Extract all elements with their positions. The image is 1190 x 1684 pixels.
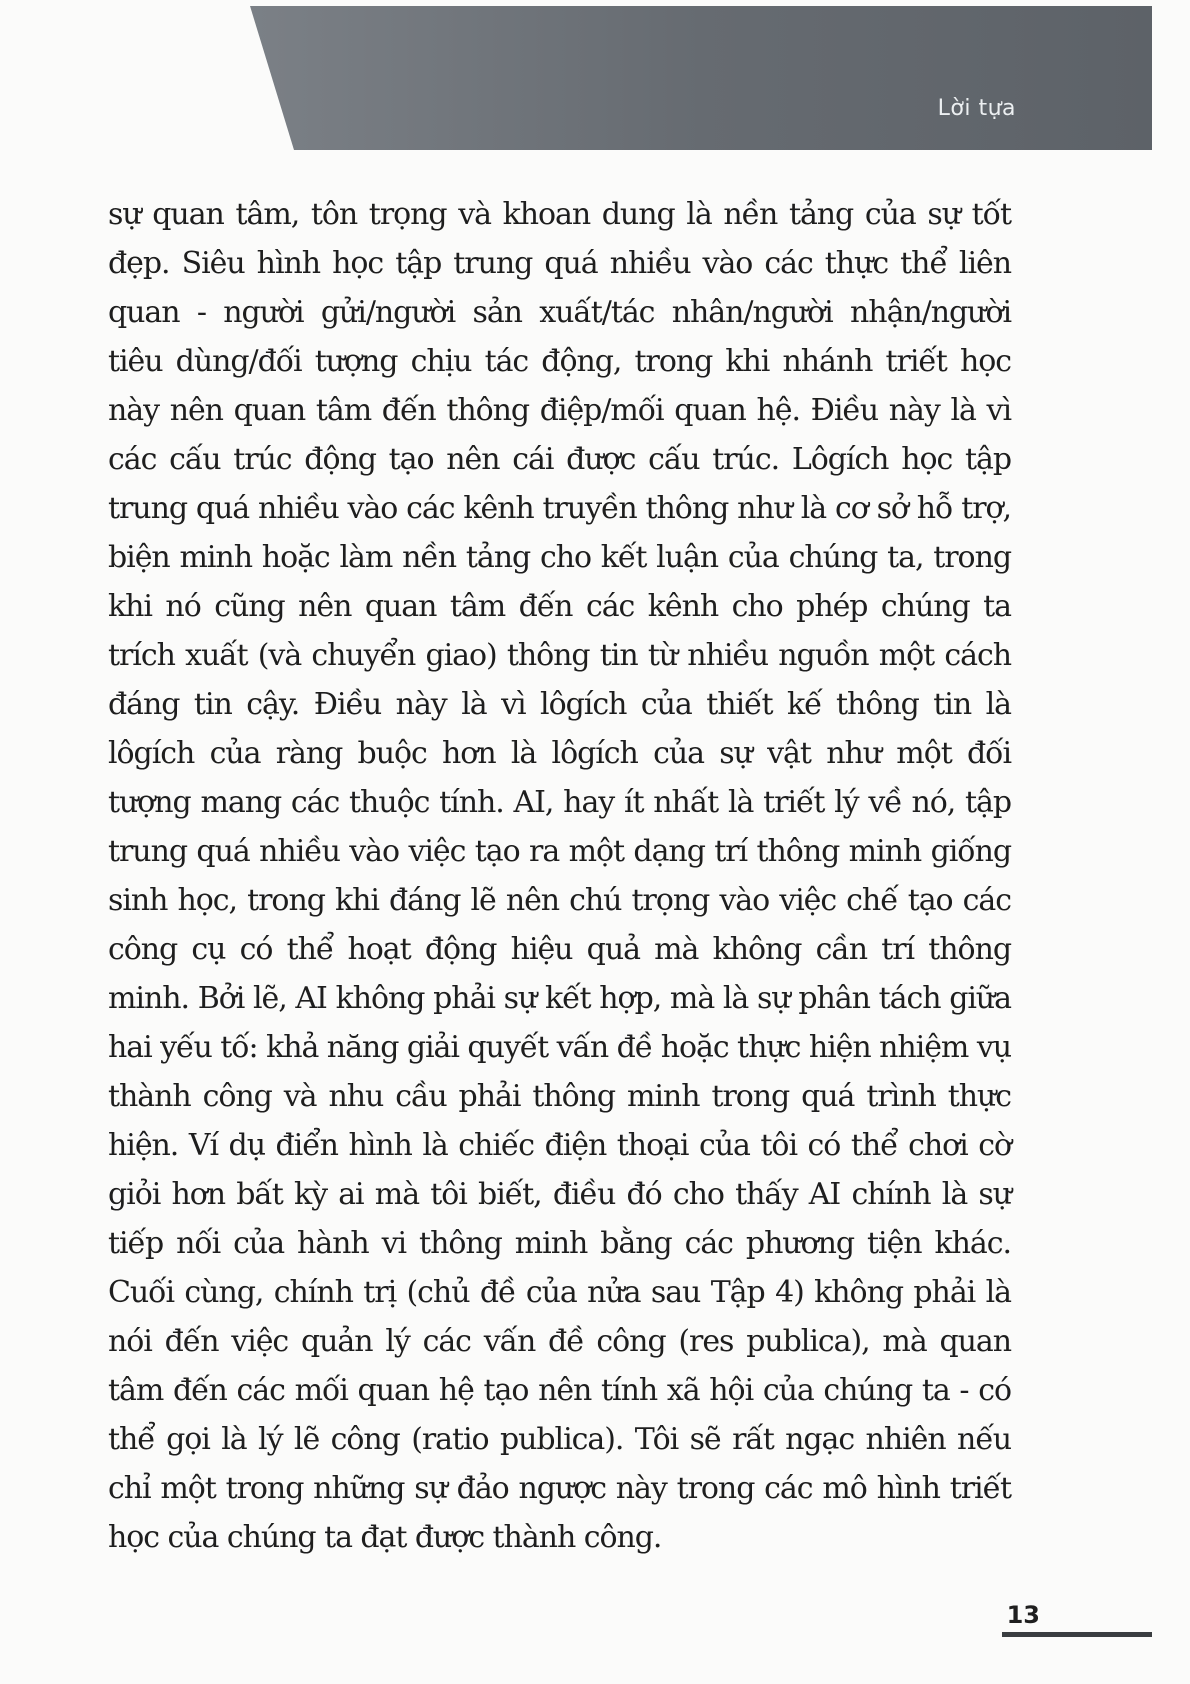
body-paragraph: sự quan tâm, tôn trọng và khoan dung là nền tảng của sự tốt đẹp. Siêu hình học tập trung quá nhiều vào các thực thể liên quan - người gửi/người sản xuất/tác nhân/người nhận/người tiêu dùng/đối tượng chịu tác động, trong khi nhánh triết học này nên quan tâm đến thông điệp/mối quan hệ. Điều này là vì các cấu trúc động tạo nên cái được cấu trúc. Lôgích học tập trung quá nhiều vào các kênh truyền thông như là cơ sở hỗ trợ, biện minh hoặc làm nền tảng cho kết luận của chúng ta, trong khi nó cũng nên quan tâm đến các kênh cho phép chúng ta trích xuất (và chuyển giao) thông tin từ nhiều nguồn một cách đáng tin cậy. Điều này là vì lôgích của thiết kế thông tin là lôgích của ràng buộc hơn là lôgích của sự vật như một đối tượng mang các thuộc tính. AI, hay ít nhất là triết lý về nó, tập trung quá nhiều vào việc tạo ra một dạng trí thông minh giống sinh học, trong khi đáng lẽ nên chú trọng vào việc chế tạo các công cụ có thể hoạt động hiệu quả mà không cần trí thông minh. Bởi lẽ, AI không phải sự kết hợp, mà là sự phân tách giữa hai yếu tố: khả năng giải quyết vấn đề hoặc thực hiện nhiệm vụ thành công và nhu cầu phải thông minh trong quá trình thực hiện. Ví dụ điển hình là chiếc điện thoại của tôi có thể chơi cờ giỏi hơn bất kỳ ai mà tôi biết, điều đó cho thấy AI chính là sự tiếp nối của hành vi thông minh bằng các phương tiện khác. Cuối cùng, chính trị (chủ đề của nửa sau Tập 4) không phải là nói đến việc quản lý các vấn đề công (res publica), mà quan tâm đến các mối quan hệ tạo nên tính xã hội của chúng ta - có thể gọi là lý lẽ công (ratio publica). Tôi sẽ rất ngạc nhiên nếu chỉ một trong những sự đảo ngược này trong các mô hình triết học của chúng ta đạt được thành công. [108,197,1011,1555]
header-band [250,6,1152,150]
page-number: 13 [1006,1601,1040,1629]
footer-rule [1002,1632,1152,1637]
header-band-shape [250,6,1152,150]
section-title: Lời tựa [937,96,1016,121]
